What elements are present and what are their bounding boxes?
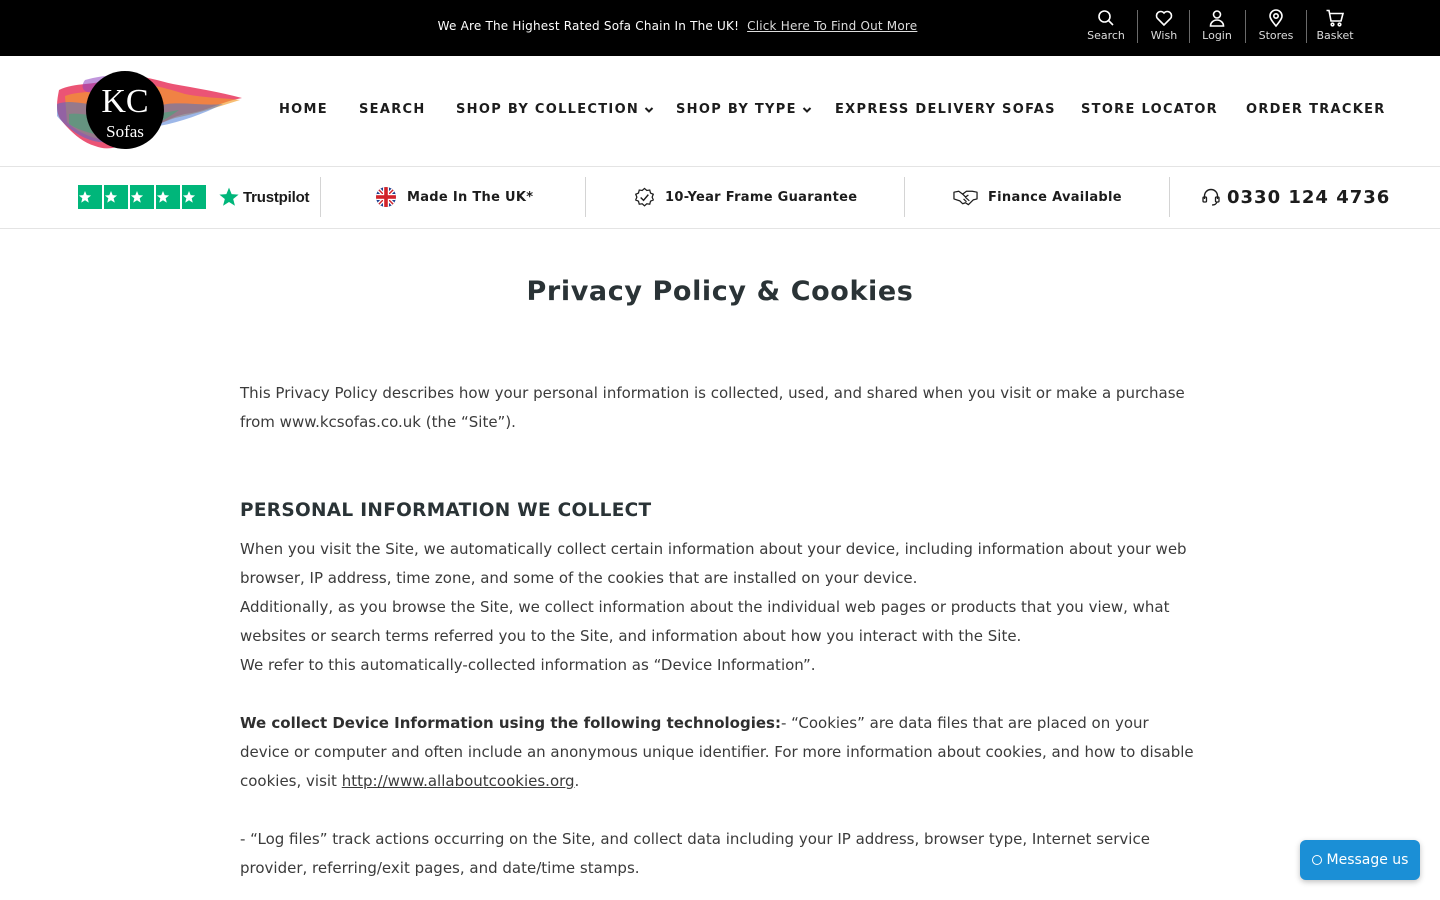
stores-utility-button[interactable] xyxy=(1256,8,1296,44)
login-utility-button[interactable] xyxy=(1199,8,1235,44)
wish-utility-label: Wish xyxy=(1150,29,1178,42)
nav-shop-by-type[interactable] xyxy=(676,102,812,117)
device-info-paragraph-3: We refer to this automatically-collected information as “Device Information”. xyxy=(240,656,816,674)
cookies-description-end: . xyxy=(574,772,580,790)
basket-utility-label: Basket xyxy=(1316,29,1354,42)
user-icon xyxy=(1207,8,1227,28)
nav-home[interactable] xyxy=(279,102,328,117)
device-info-paragraph-2: Additionally, as you browse the Site, we collect information about the individual web pages or products that you view, what websites or search terms referred you to the Site, and information about how you interact with the Site. xyxy=(240,598,1170,645)
star-icon xyxy=(78,185,102,209)
made-in-uk-label: Made In The UK* xyxy=(407,189,534,205)
cookies-description: - “Cookies” are data files that are placed on your device or computer and often include an anonymous unique identifier. For more information about cookies, and how to disable cookies, visit xyxy=(240,714,1194,790)
divider xyxy=(904,177,905,217)
star-icon xyxy=(156,185,180,209)
phone-number[interactable] xyxy=(1201,167,1390,227)
nav-shop-by-collection-label: SHOP BY COLLECTION xyxy=(456,102,640,117)
trustpilot-star-icon xyxy=(218,186,240,208)
page-title: Privacy Policy & Cookies xyxy=(526,276,914,307)
trustpilot-stars xyxy=(78,185,208,209)
chevron-down-icon xyxy=(644,105,654,115)
chat-icon xyxy=(1312,855,1322,865)
divider xyxy=(320,177,321,217)
divider xyxy=(1189,10,1190,43)
section-heading-personal-information: PERSONAL INFORMATION WE COLLECT xyxy=(240,500,652,521)
wish-utility-button[interactable] xyxy=(1148,8,1180,44)
nav-shop-by-collection[interactable] xyxy=(456,102,654,117)
finance-available xyxy=(953,167,1122,227)
announcement-link[interactable]: Click Here To Find Out More xyxy=(747,19,918,33)
badge-check-icon xyxy=(634,187,655,208)
basket-utility-button[interactable] xyxy=(1314,8,1356,44)
search-utility-button[interactable] xyxy=(1085,8,1127,44)
location-pin-icon xyxy=(1266,8,1286,28)
kc-sofas-logo[interactable] xyxy=(55,68,245,152)
uk-flag-icon xyxy=(375,186,397,208)
logo-sofas-text: Sofas xyxy=(106,122,144,141)
search-utility-label: Search xyxy=(1087,29,1125,42)
nav-search-label: SEARCH xyxy=(359,102,426,117)
frame-guarantee xyxy=(634,167,857,227)
trustpilot-wordmark: Trustpilot xyxy=(243,188,310,206)
logo-paint-splash xyxy=(55,68,245,152)
technologies-paragraph xyxy=(240,709,1200,796)
nav-search[interactable] xyxy=(359,102,426,117)
nav-store-locator-label: STORE LOCATOR xyxy=(1081,102,1218,117)
nav-order-tracker[interactable] xyxy=(1246,102,1386,117)
trustpilot-rating[interactable] xyxy=(78,167,309,227)
allaboutcookies-link[interactable]: http://www.allaboutcookies.org xyxy=(341,772,575,790)
login-utility-label: Login xyxy=(1202,29,1232,42)
search-icon xyxy=(1096,8,1116,28)
usp-bar xyxy=(0,167,1440,229)
nav-express-delivery-sofas[interactable] xyxy=(835,102,1056,117)
logo-kc-text: KC xyxy=(101,83,149,120)
announcement-bar xyxy=(0,0,1440,56)
heart-icon xyxy=(1154,8,1174,28)
divider xyxy=(1306,10,1307,43)
star-icon xyxy=(182,185,206,209)
device-info-paragraph-1: When you visit the Site, we automatically collect certain information about your device, including information about your web browser, IP address, time zone, and some of the cookies that are installed on your device. xyxy=(240,540,1187,587)
nav-express-delivery-sofas-label: EXPRESS DELIVERY SOFAS xyxy=(835,102,1056,117)
phone-number-label: 0330 124 4736 xyxy=(1227,186,1391,208)
cart-icon xyxy=(1325,8,1345,28)
nav-shop-by-type-label: SHOP BY TYPE xyxy=(676,102,797,117)
divider xyxy=(1137,10,1138,43)
made-in-uk xyxy=(375,167,533,227)
technologies-heading: We collect Device Information using the following technologies: xyxy=(240,714,781,732)
message-us-label: Message us xyxy=(1326,852,1409,868)
nav-home-label: HOME xyxy=(279,102,328,117)
message-us-button[interactable] xyxy=(1300,840,1420,880)
handshake-icon xyxy=(953,187,978,207)
divider xyxy=(1245,10,1246,43)
headset-icon xyxy=(1201,187,1221,207)
divider xyxy=(1169,177,1170,217)
star-icon xyxy=(130,185,154,209)
nav-store-locator[interactable] xyxy=(1081,102,1218,117)
intro-paragraph: This Privacy Policy describes how your personal information is collected, used, and shared when you visit or make a purchase from www.kcsofas.co.uk (the “Site”). xyxy=(240,384,1185,431)
chevron-down-icon xyxy=(802,105,812,115)
stores-utility-label: Stores xyxy=(1258,29,1294,42)
star-icon xyxy=(104,185,128,209)
divider xyxy=(585,177,586,217)
finance-available-label: Finance Available xyxy=(988,189,1122,205)
announcement-text: We Are The Highest Rated Sofa Chain In The UK! xyxy=(437,19,740,33)
log-files-paragraph: - “Log files” track actions occurring on the Site, and collect data including your IP address, browser type, Internet service provider, referring/exit pages, and date/time stamps. xyxy=(240,830,1150,877)
frame-guarantee-label: 10-Year Frame Guarantee xyxy=(665,189,858,205)
nav-order-tracker-label: ORDER TRACKER xyxy=(1246,102,1386,117)
site-header xyxy=(0,56,1440,167)
